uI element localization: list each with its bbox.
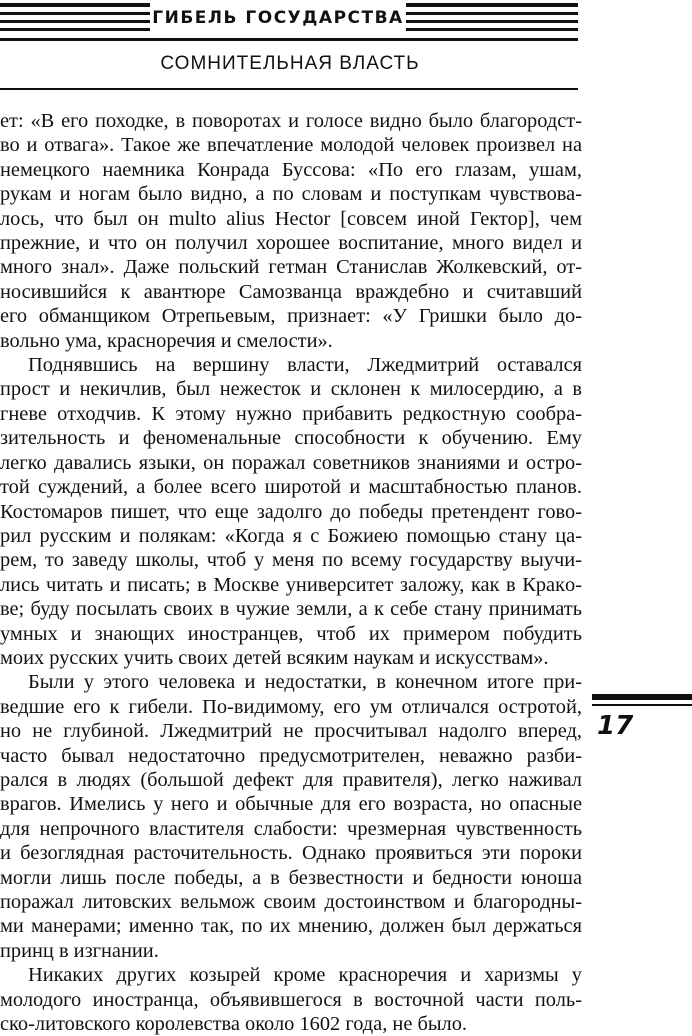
- text-line: Костомаров пишет, что еще задолго до победы претендент гово-: [0, 500, 582, 523]
- page-number-rule-mid: [592, 704, 692, 706]
- text-line: рался в людях (большой дефект для правителя), легко наживал: [0, 768, 582, 791]
- text-line: умных и знающих иностранцев, чтоб их примером побудить: [0, 622, 582, 645]
- text-line: моих русских учить своих детей всяким наукам и искусствам».: [0, 646, 549, 669]
- text-line: поражал литовских вельмож своим достоинством и благородны-: [0, 891, 582, 913]
- text-line: ми манерами; именно так, по их мнению, должен был держаться: [0, 915, 582, 938]
- text-line: ет: «В его походке, в поворотах и голосе видно было благородст-: [0, 110, 582, 132]
- chapter-title: СОМНИТЕЛЬНАЯ ВЛАСТЬ: [160, 53, 420, 74]
- text-line: часто бывал недостаточно предусмотрителен, неважно разби-: [0, 744, 582, 767]
- text-line: ведшие его к гибели. По-видимому, его ум отличался остротой,: [0, 695, 582, 718]
- text-line: молодого иностранца, объявившегося в восточной части поль-: [0, 988, 582, 1011]
- text-line: Поднявшись на вершину власти, Лжедмитрий оставался: [28, 354, 582, 377]
- header-divider-rule: [0, 38, 578, 41]
- text-line: рил русским и полякам: «Когда я с Божиею помощью стану ца-: [0, 524, 582, 547]
- page-number: 17: [597, 711, 634, 741]
- text-line: Никаких других козырей кроме красноречия и харизмы у: [28, 964, 582, 987]
- text-line: врагов. Имелись у него и обычные для его возраста, но опасные: [0, 793, 582, 816]
- text-line: немецкого наемника Конрада Буссова: «По его глазам, ушам,: [0, 158, 582, 181]
- paragraph-3: [0, 670, 582, 963]
- text-line: легко давались языки, он поражал советников знаниями и остро-: [0, 451, 582, 474]
- text-line: рукам и ногам было видно, а по словам и поступкам чувствова-: [0, 183, 582, 206]
- text-line: но не глубиной. Лжедмитрий не просчитывал надолго вперед,: [0, 720, 582, 743]
- page-number-rule-top: [592, 694, 692, 700]
- paragraph-1: [0, 109, 582, 353]
- book-title: ГИБЕЛЬ ГОСУДАРСТВА: [150, 3, 406, 33]
- text-line: гневе отходчив. К этому нужно прибавить редкостную сообра-: [0, 402, 582, 425]
- text-line: во и отвага». Такое же впечатление молодой человек произвел на: [0, 134, 582, 157]
- paragraph-2: [0, 353, 582, 670]
- text-line: и безоглядная расточительность. Однако проявиться эти пороки: [0, 842, 582, 865]
- text-line: рем, то заведу школы, чтоб у меня по всему государству выучи-: [0, 549, 582, 572]
- text-line: той суждений, а более всего широтой и масштабностью планов.: [0, 476, 582, 499]
- text-line: ве; буду посылать своих в чужие земли, а к себе стану принимать: [0, 598, 582, 621]
- text-line: носившийся к авантюре Самозванца враждебно и считавший: [0, 280, 582, 303]
- text-line: зительность и феноменальные способности к обучению. Ему: [0, 427, 582, 450]
- text-line: ско-литовского королевства около 1602 года, не было.: [0, 1013, 468, 1036]
- header-bottom-rule: [0, 88, 578, 90]
- text-line: лись читать и писать; в Москве университет заложу, как в Кракo-: [0, 573, 582, 596]
- text-line: вольно ума, красноречия и смелости».: [0, 329, 333, 352]
- body-text: [0, 109, 582, 1036]
- text-line: лось, что был он multo alius Hector [совсем иной Гектор], чем: [0, 207, 582, 230]
- text-line: прост и некичлив, был нежесток и склонен к милосердию, а в: [0, 378, 582, 401]
- text-line: Были у этого человека и недостатки, в конечном итоге при-: [28, 671, 582, 694]
- text-line: много знал». Даже польский гетман Станислав Жолкевский, от-: [0, 256, 582, 279]
- text-line: могли лишь после победы, а в безвестности и бедности юноша: [0, 866, 582, 889]
- text-line: для непрочного властителя слабости: чрезмерная чувственность: [0, 817, 582, 840]
- text-line: принц в изгнании.: [0, 939, 159, 962]
- text-line: его обманщиком Отрепьевым, признает: «У Гришки было до-: [0, 305, 582, 328]
- text-line: прежние, и что он получил хорошее воспитание, много видел и: [0, 232, 582, 255]
